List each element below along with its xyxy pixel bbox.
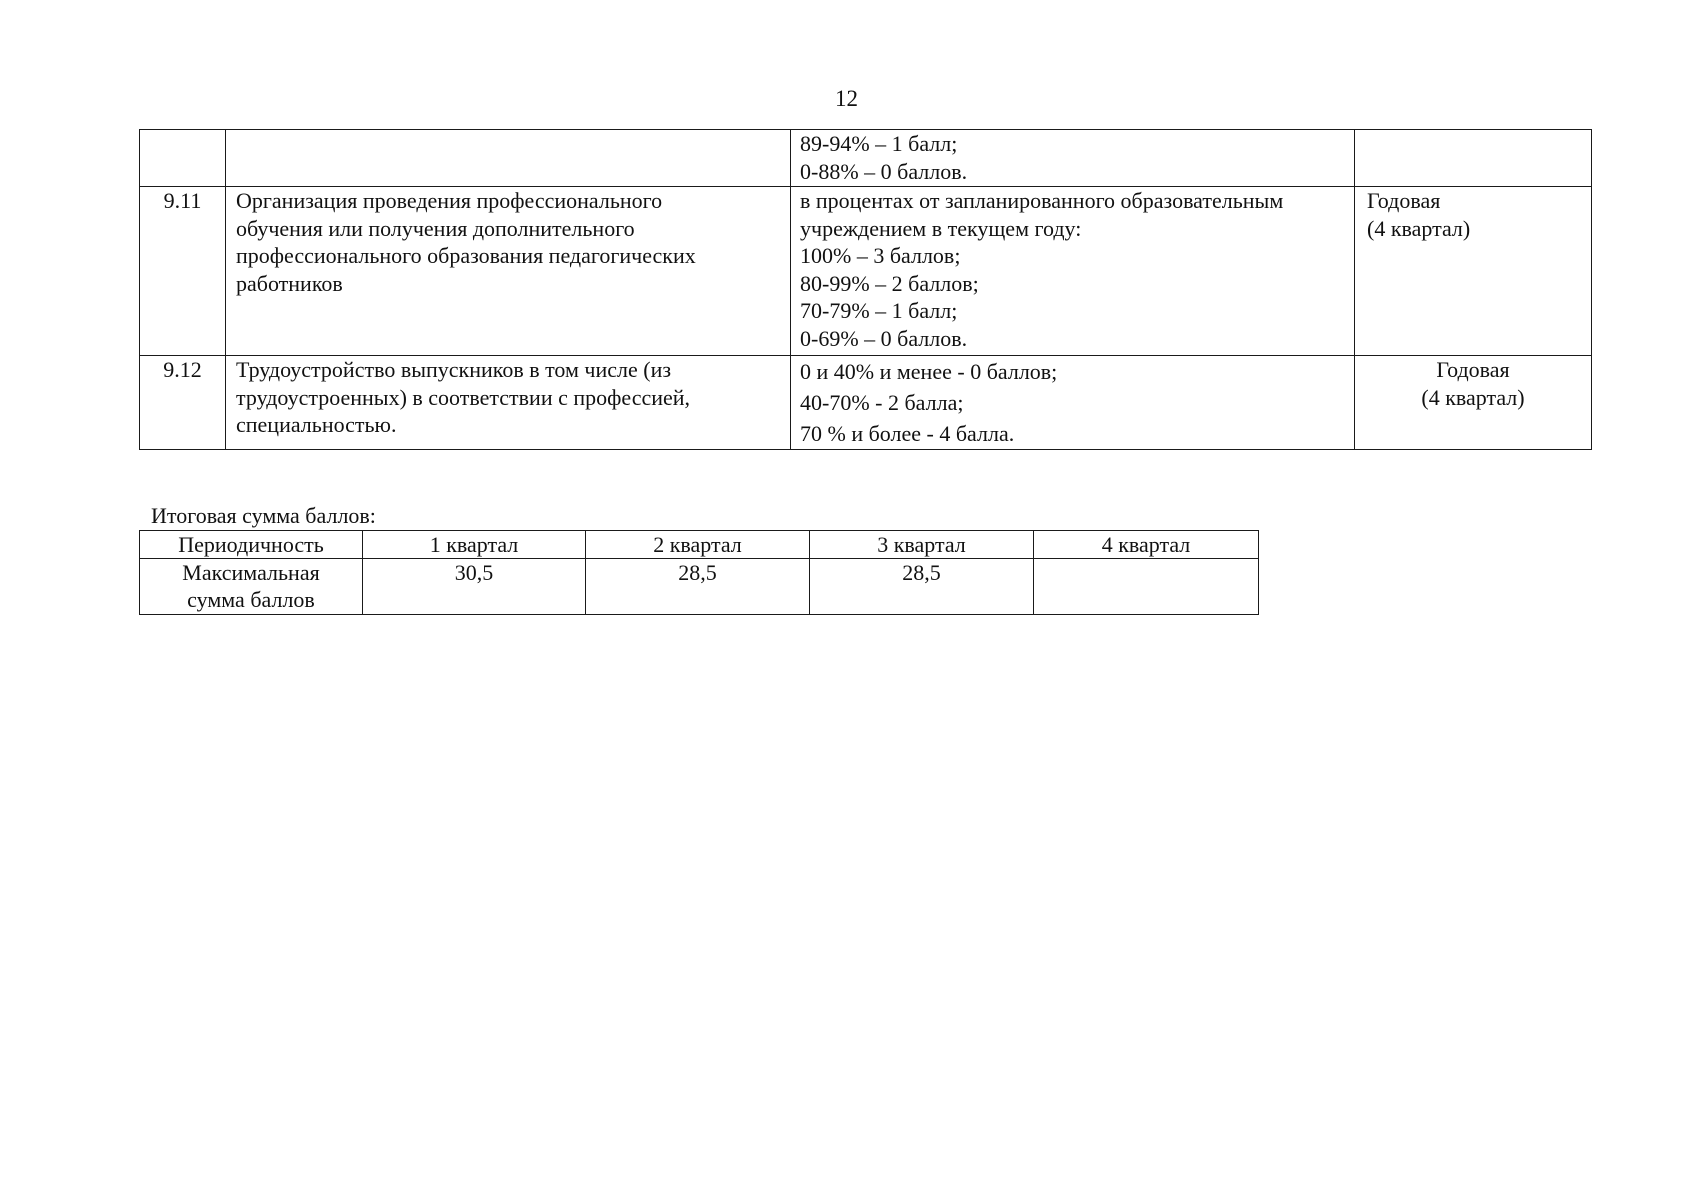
summary-row-label-line: сумма баллов xyxy=(187,587,315,612)
criteria-line: 100% – 3 баллов; xyxy=(800,243,961,268)
indicator-cell xyxy=(226,187,791,356)
summary-table xyxy=(139,530,1259,615)
periodicity-cell xyxy=(1355,187,1592,356)
indicator-line: специальностью. xyxy=(236,412,397,437)
criteria-line: 89-94% – 1 балл; xyxy=(800,131,958,156)
indicator-line: обучения или получения дополнительного xyxy=(236,215,635,241)
criteria-table xyxy=(139,129,1592,450)
criteria-cell xyxy=(791,130,1355,187)
summary-header-cell: 1 квартал xyxy=(363,531,586,559)
summary-row-label xyxy=(140,559,363,615)
summary-header-cell: 3 квартал xyxy=(810,531,1034,559)
summary-value-row xyxy=(140,559,1259,615)
summary-header-row xyxy=(140,531,1259,559)
periodicity-line: (4 квартал) xyxy=(1421,384,1525,410)
criteria-line: 0 и 40% и менее - 0 баллов; xyxy=(800,359,1058,384)
criteria-line: 0-69% – 0 баллов. xyxy=(800,325,968,351)
row-number-cell: 9.12 xyxy=(140,356,226,450)
table-row xyxy=(140,130,1592,187)
page-number: 12 xyxy=(835,86,858,111)
indicator-line: Трудоустройство выпускников в том числе (из xyxy=(236,357,672,382)
summary-value-q3: 28,5 xyxy=(810,559,1034,615)
periodicity-line: (4 квартал) xyxy=(1367,215,1471,241)
summary-value-q4 xyxy=(1034,559,1259,615)
summary-caption: Итоговая сумма баллов: xyxy=(151,503,376,528)
criteria-line: учреждением в текущем году: xyxy=(800,215,1082,241)
periodicity-line: Годовая xyxy=(1367,188,1441,213)
row-number-cell: 9.11 xyxy=(140,187,226,356)
criteria-line: 40-70% - 2 балла; xyxy=(800,390,964,415)
indicator-line: работников xyxy=(236,270,343,296)
summary-header-cell: 4 квартал xyxy=(1034,531,1259,559)
criteria-cell xyxy=(791,187,1355,356)
indicator-line: трудоустроенных) в соответствии с профессией, xyxy=(236,384,691,410)
periodicity-cell xyxy=(1355,130,1592,187)
indicator-cell xyxy=(226,356,791,450)
table-row xyxy=(140,356,1592,450)
indicator-line: профессионального образования педагогических xyxy=(236,243,696,268)
criteria-cell xyxy=(791,356,1355,450)
criteria-line: в процентах от запланированного образовательным xyxy=(800,188,1284,213)
indicator-line: Организация проведения профессионального xyxy=(236,188,663,213)
table-row xyxy=(140,187,1592,356)
criteria-line: 70 % и более - 4 балла. xyxy=(800,421,1015,446)
summary-row-label-line: Максимальная xyxy=(182,560,320,585)
indicator-cell xyxy=(226,130,791,187)
summary-header-cell: Периодичность xyxy=(140,531,363,559)
summary-header-cell: 2 квартал xyxy=(586,531,810,559)
row-number-cell xyxy=(140,130,226,187)
periodicity-line: Годовая xyxy=(1436,357,1510,382)
summary-value-q2: 28,5 xyxy=(586,559,810,615)
summary-value-q1: 30,5 xyxy=(363,559,586,615)
criteria-line: 0-88% – 0 баллов. xyxy=(800,158,968,184)
criteria-line: 70-79% – 1 балл; xyxy=(800,298,958,323)
criteria-line: 80-99% – 2 баллов; xyxy=(800,270,979,296)
periodicity-cell xyxy=(1355,356,1592,450)
